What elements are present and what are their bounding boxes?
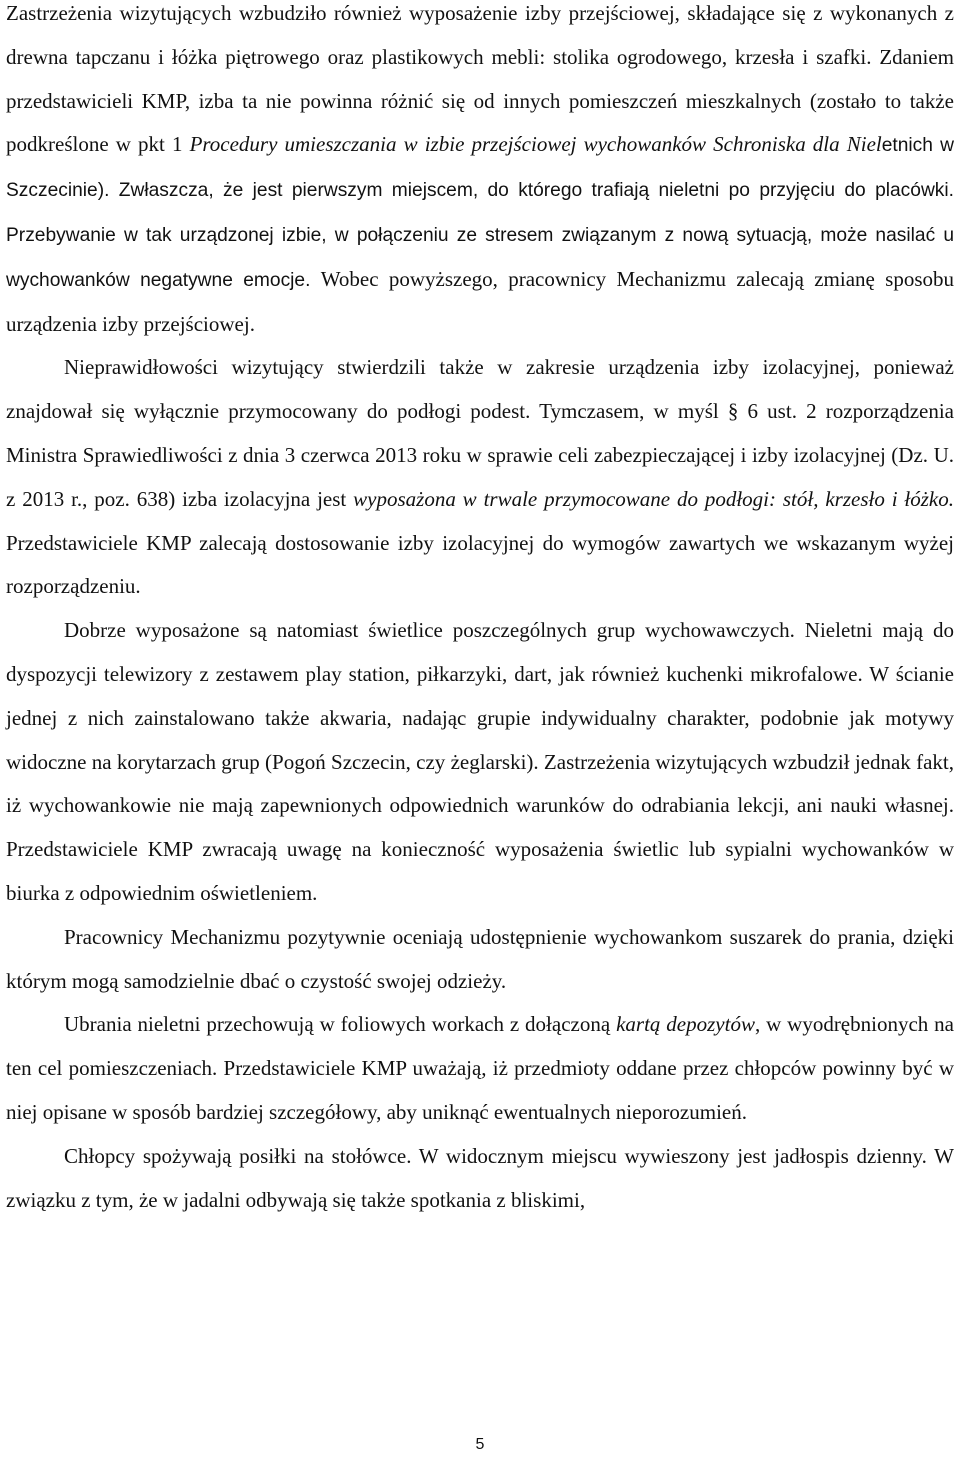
paragraph [6,1135,954,1223]
text-segment: etnich w Szczecinie). Zwłaszcza, że jest pierwszym miejscem, do którego trafiają nieletni po przyjęciu do placówki. Przebywanie w tak urządzonej izbie, w połączeniu ze stresem związanym z nową sytuacją, może nasilać u wychowanków negatywne emocje. [6,135,954,291]
text-segment: Chłopcy spożywają posiłki na stołówce. W widocznym miejscu wywieszony jest jadłospis dzienny. W związku z tym, że w jadalni odbywają się także spotkania z bliskimi, [6,1143,954,1212]
text-segment: wyposażona w trwale przymocowane do podłogi: stół, krzesło i łóżko. [353,486,954,511]
text-segment: Zastrzeżenia wizytujących wzbudziło również wyposażenie izby przejściowej, składające się z wykonanych z drewna tapczanu i łóżka piętrowego oraz plastikowych mebli: stolika ogrodowego, krzesła i szafki. [6,1,954,69]
text-segment: Wobec powyższego, pracownicy Mechanizmu zalecają zmianę sposobu urządzenia izby przejściowej. [6,266,954,336]
paragraph [6,0,954,346]
text-segment: , w wyodrębnionych na ten cel pomieszczeniach. Przedstawiciele KMP uważają, iż przedmioty oddane przez chłopców powinny być w niej opisane w sposób bardziej szczegółowy, aby uniknąć ewentualnych nieporozumień. [6,1012,954,1124]
paragraph [6,609,954,916]
text-segment: Pracownicy Mechanizmu pozytywnie oceniają udostępnienie wychowankom suszarek do prania, dzięki którym mogą samodzielnie dbać o czystość swojej odzieży. [6,924,954,993]
text-segment: Nieprawidłowości wizytujący stwierdzili także w zakresie urządzenia izby izolacyjnej, ponieważ znajdował się wyłącznie przymocowany do podłogi podest. Tymczasem, w myśl § 6 ust. 2 rozporządzenia Ministra Sprawiedliwości z dnia 3 czerwca 2013 roku w sprawie celi zabezpieczającej i izby izolacyjnej (Dz. U. z 2013 r., poz. 638) izba izolacyjna jest [6,355,954,511]
page-number: 5 [475,1436,485,1453]
text-segment: Przedstawiciele KMP zalecają dostosowanie izby izolacyjnej do wymogów zawartych we wskazanym wyżej rozporządzeniu. [6,530,954,599]
text-segment: Dobrze wyposażone są natomiast świetlice poszczególnych grup wychowawczych. Nieletni mają do dyspozycji telewizory z zestawem play station, piłkarzyki, dart, jak również kuchenki mikrofalowe. W ścianie jednej z nich zainstalowano także akwaria, nadając grupie indywidualny charakter, podobnie jak motywy widoczne na korytarzach grup (Pogoń Szczecin, czy żeglarski). Zastrzeżenia wizytujących wzbudził jednak fakt, iż wychowankowie nie mają zapewnionych odpowiednich warunków do odrabiania lekcji, ani nauki własnej. Przedstawiciele KMP zwracają uwagę na konieczność wyposażenia świetlic lub sypialni wychowanków w biurka z odpowiednim oświetleniem. [6,618,954,905]
text-segment: Zdaniem przedstawicieli KMP, izba ta nie powinna różnić się od innych pomieszczeń mieszkalnych (zostało to także podkreślone w pkt 1 [6,44,954,157]
text-segment: kartą depozytów [616,1012,755,1037]
text-segment: Procedury umieszczania w izbie przejściowej wychowanków Schroniska dla Niel [189,132,882,157]
paragraph [6,1003,954,1134]
paragraph [6,916,954,1004]
paragraph [6,346,954,609]
body-text [6,0,954,1222]
text-segment: Ubrania nieletni przechowują w foliowych workach z dołączoną [64,1012,617,1037]
